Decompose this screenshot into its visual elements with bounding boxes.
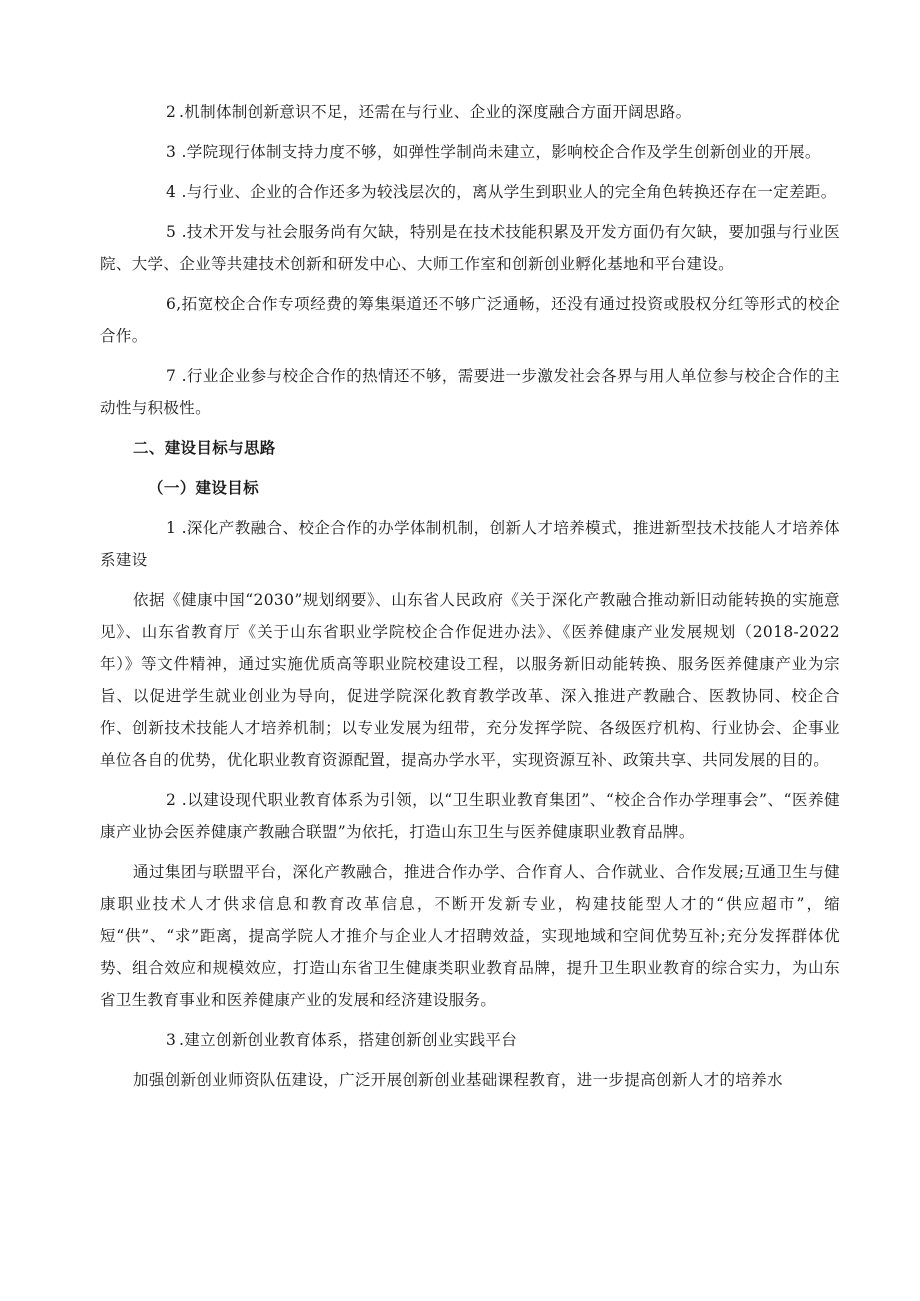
- item-text: .深化产教融合、校企合作的办学体制机制，创新人才培养模式，推进新型技术技能人才培养体系建设: [100, 519, 840, 569]
- problem-item-6: [100, 288, 840, 352]
- item-number: 2: [166, 791, 177, 809]
- item-number: 7: [166, 367, 177, 385]
- goal-1-body: 依据《健康中国“2030”规划纲要》、山东省人民政府《关于深化产教融合推动新旧动能转换的实施意见》、山东省教育厅《关于山东省职业学院校企合作促进办法》、《医养健康产业发展规划（2018-2022年）》等文件精神，通过实施优质高等职业院校建设工程，以服务新旧动能转换、服务医养健康产业为宗旨、以促进学生就业创业为导向，促进学院深化教育教学改革、深入推进产教融合、医教协同、校企合作、创新技术技能人才培养机制；以专业发展为纽带，充分发挥学院、各级医疗机构、行业协会、企事业单位各自的优势，优化职业教育资源配置，提高办学水平，实现资源互补、政策共享、共同发展的目的。: [100, 591, 840, 769]
- item-text: .技术开发与社会服务尚有欠缺，特别是在技术技能积累及开发方面仍有欠缺，要加强与行业医院、大学、企业等共建技术创新和研发中心、大师工作室和创新创业孵化基地和平台建设。: [100, 223, 840, 273]
- problem-item-3: [100, 136, 840, 168]
- problem-item-7: [100, 360, 840, 424]
- item-text: .与行业、企业的合作还多为较浅层次的，离从学生到职业人的完全角色转换还存在一定差距。: [181, 183, 837, 201]
- item-number: 4: [166, 183, 177, 201]
- item-text: .以建设现代职业教育体系为引领，以“卫生职业教育集团”、“校企合作办学理事会”、“医养健康产业协会医养健康产教融合联盟”为依托，打造山东卫生与医养健康职业教育品牌。: [100, 791, 840, 841]
- document-body: [100, 96, 840, 1096]
- item-number: 3: [166, 1031, 177, 1049]
- item-number: 1: [166, 519, 177, 537]
- goal-2-body: 通过集团与联盟平台，深化产教融合，推进合作办学、合作育人、合作就业、合作发展;互通卫生与健康职业技术人才供求信息和教育改革信息，不断开发新专业，构建技能型人才的“供应超市”，缩短“供”、“求”距离，提高学院人才推介与企业人才招聘效益，实现地域和空间优势互补;充分发挥群体优势、组合效应和规模效应，打造山东省卫生健康类职业教育品牌，提升卫生职业教育的综合实力，为山东省卫生教育事业和医养健康产业的发展和经济建设服务。: [100, 863, 840, 1009]
- item-number: 5: [166, 223, 177, 241]
- item-number: 2: [166, 103, 177, 121]
- item-text: .建立创新创业教育体系，搭建创新创业实践平台: [179, 1031, 518, 1049]
- problem-item-4: [100, 176, 840, 208]
- problem-item-2: [100, 96, 840, 128]
- item-number: 3: [166, 143, 177, 161]
- subsection-heading: （一）建设目标: [148, 478, 259, 497]
- item-text: 拓宽校企合作专项经费的筹集渠道还不够广泛通畅，还没有通过投资或股权分红等形式的校企合作。: [100, 295, 840, 345]
- item-number: 6,: [166, 295, 182, 313]
- goal-item-1: [100, 512, 840, 576]
- goal-item-3: [100, 1024, 840, 1056]
- item-text: .学院现行体制支持力度不够，如弹性学制尚未建立，影响校企合作及学生创新创业的开展。: [181, 143, 821, 161]
- item-text: .机制体制创新意识不足，还需在与行业、企业的深度融合方面开阔思路。: [179, 103, 692, 121]
- section-heading: 二、建设目标与思路: [133, 438, 276, 457]
- goal-3-body: 加强创新创业师资队伍建设，广泛开展创新创业基础课程教育，进一步提高创新人才的培养水: [133, 1071, 783, 1089]
- goal-item-2: [100, 784, 840, 848]
- problem-item-5: [100, 216, 840, 280]
- item-text: .行业企业参与校企合作的热情还不够，需要进一步激发社会各界与用人单位参与校企合作的主动性与积极性。: [100, 367, 840, 417]
